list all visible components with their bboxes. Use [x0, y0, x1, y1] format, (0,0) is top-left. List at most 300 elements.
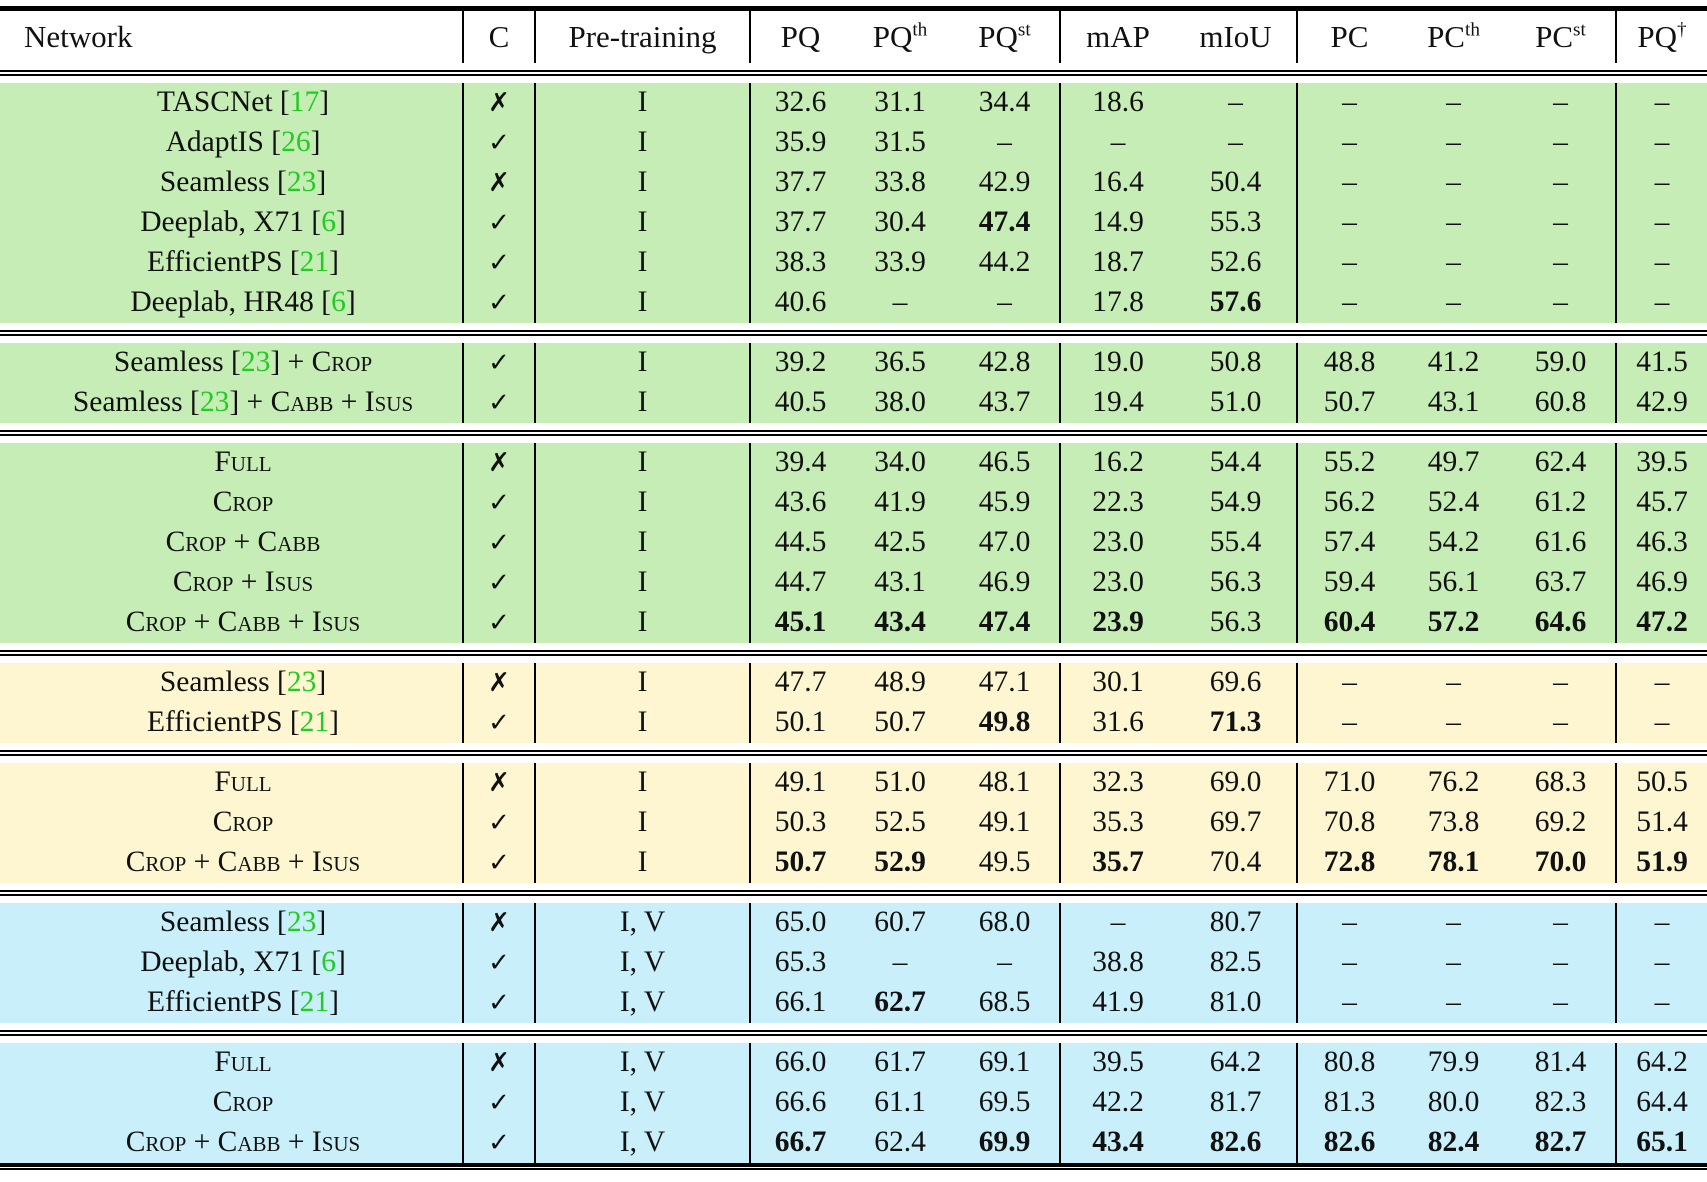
section-divider-line — [0, 1030, 1707, 1036]
metric-value: 37.7 — [750, 163, 850, 203]
metric-value: 69.0 — [1175, 763, 1297, 803]
network-name: Seamless [ — [113, 346, 241, 378]
crop-flag-cell — [463, 843, 535, 883]
crop-flag-cell — [463, 943, 535, 983]
network-label — [0, 563, 463, 603]
section-divider-line — [0, 890, 1707, 896]
metric-value: 31.1 — [850, 83, 950, 123]
metric-value: – — [1060, 903, 1175, 943]
metric-value: 66.6 — [750, 1083, 850, 1123]
metric-value: 54.2 — [1401, 523, 1506, 563]
metric-value: 50.7 — [1297, 383, 1401, 423]
metric-value: 81.4 — [1506, 1043, 1616, 1083]
network-label — [0, 663, 463, 703]
metric-value: – — [1401, 123, 1506, 163]
check-icon: ✓ — [488, 948, 510, 978]
table-row — [0, 1123, 1707, 1163]
metric-value: – — [1297, 943, 1401, 983]
metric-value: 80.8 — [1297, 1043, 1401, 1083]
metric-value: 72.8 — [1297, 843, 1401, 883]
metric-value: 32.6 — [750, 83, 850, 123]
pretraining-value: I — [535, 843, 750, 883]
metric-value: – — [1401, 83, 1506, 123]
metric-value: – — [1616, 163, 1707, 203]
pretraining-value: I, V — [535, 903, 750, 943]
metric-value: – — [1297, 123, 1401, 163]
metric-value: 41.2 — [1401, 343, 1506, 383]
metric-value: 51.9 — [1616, 843, 1707, 883]
metric-value: 61.2 — [1506, 483, 1616, 523]
metric-value: – — [1297, 983, 1401, 1023]
section-divider-line — [0, 650, 1707, 656]
column-header-label: PC — [1535, 18, 1574, 54]
citation-link[interactable]: 23 — [286, 166, 317, 198]
metric-value: 33.9 — [850, 243, 950, 283]
method-name: Crop + Cabb + Isus — [125, 846, 361, 878]
check-icon: ✓ — [488, 568, 510, 598]
column-header-label: C — [488, 18, 510, 54]
section-divider — [0, 743, 1707, 763]
metric-value: 42.5 — [850, 523, 950, 563]
divider-cell — [0, 323, 1707, 343]
metric-value: 62.7 — [850, 983, 950, 1023]
crop-flag-cell — [463, 523, 535, 563]
metric-value: 50.8 — [1175, 343, 1297, 383]
metric-value: 79.9 — [1401, 1043, 1506, 1083]
network-name: ] — [329, 246, 339, 278]
metric-value: 34.4 — [950, 83, 1060, 123]
metric-value: 46.3 — [1616, 523, 1707, 563]
metric-value: 47.4 — [950, 603, 1060, 643]
crop-flag-cell — [463, 1123, 535, 1163]
metric-value: 35.7 — [1060, 843, 1175, 883]
metric-value: – — [1506, 983, 1616, 1023]
pretraining-value: I — [535, 703, 750, 743]
divider-cell — [0, 643, 1707, 663]
metric-value: 46.9 — [950, 563, 1060, 603]
metric-value: 39.5 — [1616, 443, 1707, 483]
metric-value: 43.1 — [850, 563, 950, 603]
metric-value: 47.1 — [950, 663, 1060, 703]
metric-value: 18.7 — [1060, 243, 1175, 283]
column-header-superscript: st — [1017, 19, 1031, 41]
metric-value: 46.9 — [1616, 563, 1707, 603]
metric-value: 66.0 — [750, 1043, 850, 1083]
metric-value: 39.5 — [1060, 1043, 1175, 1083]
method-name: Crop + Isus — [172, 566, 314, 598]
results-table — [0, 6, 1707, 1177]
method-name: Crop — [212, 486, 274, 518]
citation-link[interactable]: 23 — [240, 346, 271, 378]
column-header-pretraining — [535, 9, 750, 63]
metric-value: 50.7 — [750, 843, 850, 883]
metric-value: – — [850, 943, 950, 983]
network-label — [0, 763, 463, 803]
metric-value: 61.7 — [850, 1043, 950, 1083]
metric-value: – — [1297, 203, 1401, 243]
check-icon: ✓ — [488, 388, 510, 418]
method-name: Full — [214, 1046, 272, 1078]
column-header-pq-th — [850, 9, 950, 63]
table-row — [0, 83, 1707, 123]
metric-value: 46.5 — [950, 443, 1060, 483]
cross-icon: ✗ — [488, 168, 510, 198]
pretraining-value: I, V — [535, 1123, 750, 1163]
metric-value: 57.2 — [1401, 603, 1506, 643]
citation-link[interactable]: 26 — [281, 126, 311, 158]
column-header-superscript: st — [1573, 19, 1586, 41]
table-row — [0, 803, 1707, 843]
metric-value: 31.5 — [850, 123, 950, 163]
crop-flag-cell — [463, 983, 535, 1023]
column-header-label: PQ — [780, 18, 821, 54]
network-label — [0, 703, 463, 743]
metric-value: – — [1616, 943, 1707, 983]
column-header-network — [0, 9, 463, 63]
network-label — [0, 1083, 463, 1123]
metric-value: – — [1297, 83, 1401, 123]
crop-flag-cell — [463, 343, 535, 383]
column-header-pc-st — [1506, 9, 1616, 63]
network-name: Seamless [ — [159, 666, 287, 698]
crop-flag-cell — [463, 663, 535, 703]
citation-link[interactable]: 23 — [286, 666, 317, 698]
network-name: ] — [335, 206, 346, 238]
metric-value: 43.1 — [1401, 383, 1506, 423]
network-label — [0, 1043, 463, 1083]
metric-value: – — [1401, 663, 1506, 703]
citation-link[interactable]: 6 — [321, 206, 336, 238]
metric-value: 81.3 — [1297, 1083, 1401, 1123]
metric-value: – — [1297, 283, 1401, 323]
method-name: Crop — [212, 806, 274, 838]
metric-value: 16.4 — [1060, 163, 1175, 203]
method-name: Crop — [311, 346, 373, 378]
crop-flag-cell — [463, 1083, 535, 1123]
metric-value: 32.3 — [1060, 763, 1175, 803]
metric-value: 69.6 — [1175, 663, 1297, 703]
metric-value: 56.3 — [1175, 563, 1297, 603]
metric-value: 47.2 — [1616, 603, 1707, 643]
metric-value: 19.4 — [1060, 383, 1175, 423]
check-icon: ✓ — [488, 528, 510, 558]
metric-value: 42.8 — [950, 343, 1060, 383]
column-header-superscript: th — [912, 19, 928, 41]
metric-value: 49.1 — [750, 763, 850, 803]
citation-link[interactable]: 23 — [199, 386, 230, 418]
table-row — [0, 123, 1707, 163]
check-icon: ✓ — [488, 808, 510, 838]
metric-value: – — [1297, 663, 1401, 703]
section-divider-line — [0, 430, 1707, 436]
metric-value: 63.7 — [1506, 563, 1616, 603]
metric-value: – — [950, 283, 1060, 323]
pretraining-value: I — [535, 243, 750, 283]
column-header-superscript: † — [1677, 19, 1687, 41]
metric-value: 55.3 — [1175, 203, 1297, 243]
network-name: Seamless [ — [159, 166, 287, 198]
metric-value: 50.3 — [750, 803, 850, 843]
metric-value: 47.7 — [750, 663, 850, 703]
table-row — [0, 1083, 1707, 1123]
crop-flag-cell — [463, 903, 535, 943]
metric-value: 38.8 — [1060, 943, 1175, 983]
crop-flag-cell — [463, 243, 535, 283]
crop-flag-cell — [463, 163, 535, 203]
network-name: Deeplab, X71 [ — [140, 206, 322, 238]
column-header-label: PQ — [872, 18, 913, 54]
pretraining-value: I — [535, 343, 750, 383]
section-divider — [0, 643, 1707, 663]
divider-cell — [0, 883, 1707, 903]
pretraining-value: I, V — [535, 983, 750, 1023]
column-header-label: Pre-training — [568, 18, 717, 54]
metric-value: 54.4 — [1175, 443, 1297, 483]
method-name: Cabb + Isus — [270, 386, 414, 418]
metric-value: 55.4 — [1175, 523, 1297, 563]
citation-link[interactable]: 21 — [299, 986, 330, 1018]
cross-icon: ✗ — [488, 908, 510, 938]
metric-value: 54.9 — [1175, 483, 1297, 523]
metric-value: 82.5 — [1175, 943, 1297, 983]
network-name: TASCNet [ — [156, 86, 290, 118]
metric-value: 22.3 — [1060, 483, 1175, 523]
citation-link[interactable]: 21 — [299, 706, 330, 738]
metric-value: 16.2 — [1060, 443, 1175, 483]
metric-value: 31.6 — [1060, 703, 1175, 743]
metric-value: 82.7 — [1506, 1123, 1616, 1163]
metric-value: – — [1401, 983, 1506, 1023]
metric-value: 23.9 — [1060, 603, 1175, 643]
metric-value: 57.4 — [1297, 523, 1401, 563]
metric-value: – — [1616, 83, 1707, 123]
column-header-label: PQ — [978, 18, 1018, 54]
network-name: ] — [329, 986, 339, 1018]
metric-value: 69.1 — [950, 1043, 1060, 1083]
network-name: ] + — [229, 386, 271, 418]
network-name: Seamless [ — [72, 386, 200, 418]
divider-cell — [0, 63, 1707, 83]
table-row — [0, 983, 1707, 1023]
pretraining-value: I — [535, 123, 750, 163]
metric-value: 56.3 — [1175, 603, 1297, 643]
metric-value: 33.8 — [850, 163, 950, 203]
metric-value: 62.4 — [1506, 443, 1616, 483]
metric-value: 48.9 — [850, 663, 950, 703]
citation-link[interactable]: 21 — [299, 246, 330, 278]
check-icon: ✓ — [488, 1128, 510, 1158]
metric-value: 68.3 — [1506, 763, 1616, 803]
metric-value: 38.0 — [850, 383, 950, 423]
metric-value: – — [1506, 943, 1616, 983]
column-header-pc — [1297, 9, 1401, 63]
column-header-label: mAP — [1086, 18, 1150, 54]
section-divider — [0, 423, 1707, 443]
network-name: Deeplab, HR48 [ — [130, 286, 332, 318]
column-header-map — [1060, 9, 1175, 63]
metric-value: – — [1506, 203, 1616, 243]
network-label — [0, 843, 463, 883]
metric-value: 69.2 — [1506, 803, 1616, 843]
table-row — [0, 163, 1707, 203]
check-icon: ✓ — [488, 848, 510, 878]
metric-value: 36.5 — [850, 343, 950, 383]
table-row — [0, 1043, 1707, 1083]
metric-value: 17.8 — [1060, 283, 1175, 323]
column-header-miou — [1175, 9, 1297, 63]
network-label — [0, 903, 463, 943]
metric-value: 44.5 — [750, 523, 850, 563]
network-name: ] — [310, 126, 321, 158]
pretraining-value: I — [535, 803, 750, 843]
check-icon: ✓ — [488, 988, 510, 1018]
network-label — [0, 283, 463, 323]
network-label — [0, 803, 463, 843]
metric-value: 19.0 — [1060, 343, 1175, 383]
citation-link[interactable]: 23 — [286, 906, 317, 938]
metric-value: 64.6 — [1506, 603, 1616, 643]
check-icon: ✓ — [488, 488, 510, 518]
crop-flag-cell — [463, 123, 535, 163]
metric-value: 70.8 — [1297, 803, 1401, 843]
section-divider-line — [0, 330, 1707, 336]
table-row — [0, 663, 1707, 703]
metric-value: – — [1506, 163, 1616, 203]
table-row — [0, 563, 1707, 603]
metric-value: 45.7 — [1616, 483, 1707, 523]
table-row — [0, 703, 1707, 743]
table-row — [0, 343, 1707, 383]
citation-link[interactable]: 6 — [321, 946, 336, 978]
column-header-label: PC — [1330, 18, 1369, 54]
cross-icon: ✗ — [488, 1048, 510, 1078]
metric-value: 82.4 — [1401, 1123, 1506, 1163]
divider-cell — [0, 1023, 1707, 1043]
metric-value: 70.4 — [1175, 843, 1297, 883]
network-name: EfficientPS [ — [147, 706, 300, 738]
divider-cell — [0, 743, 1707, 763]
table-row — [0, 483, 1707, 523]
metric-value: 65.1 — [1616, 1123, 1707, 1163]
network-name: ] — [319, 86, 330, 118]
metric-value: 78.1 — [1401, 843, 1506, 883]
metric-value: 68.0 — [950, 903, 1060, 943]
metric-value: 48.8 — [1297, 343, 1401, 383]
crop-flag-cell — [463, 803, 535, 843]
metric-value: 71.3 — [1175, 703, 1297, 743]
metric-value: 44.2 — [950, 243, 1060, 283]
pretraining-value: I — [535, 763, 750, 803]
pretraining-value: I — [535, 603, 750, 643]
metric-value: 70.0 — [1506, 843, 1616, 883]
table-row — [0, 943, 1707, 983]
metric-value: 43.4 — [850, 603, 950, 643]
metric-value: 40.5 — [750, 383, 850, 423]
metric-value: 69.9 — [950, 1123, 1060, 1163]
pretraining-value: I — [535, 563, 750, 603]
metric-value: – — [1616, 243, 1707, 283]
metric-value: 64.4 — [1616, 1083, 1707, 1123]
metric-value: 38.3 — [750, 243, 850, 283]
pretraining-value: I — [535, 523, 750, 563]
metric-value: 64.2 — [1616, 1043, 1707, 1083]
metric-value: 66.7 — [750, 1123, 850, 1163]
metric-value: 39.4 — [750, 443, 850, 483]
metric-value: – — [1297, 243, 1401, 283]
metric-value: 37.7 — [750, 203, 850, 243]
bottom-rule-cell — [0, 1163, 1707, 1177]
metric-value: 51.4 — [1616, 803, 1707, 843]
metric-value: 82.3 — [1506, 1083, 1616, 1123]
metric-value: 35.3 — [1060, 803, 1175, 843]
column-header-label: Network — [24, 18, 133, 54]
crop-flag-cell — [463, 703, 535, 743]
citation-link[interactable]: 17 — [289, 86, 320, 118]
metric-value: 82.6 — [1175, 1123, 1297, 1163]
method-name: Crop + Cabb + Isus — [125, 606, 361, 638]
metric-value: 23.0 — [1060, 563, 1175, 603]
pretraining-value: I — [535, 83, 750, 123]
divider-cell — [0, 423, 1707, 443]
metric-value: 50.4 — [1175, 163, 1297, 203]
metric-value: 45.1 — [750, 603, 850, 643]
metric-value: – — [1297, 163, 1401, 203]
metric-value: 52.4 — [1401, 483, 1506, 523]
check-icon: ✓ — [488, 248, 510, 278]
metric-value: 23.0 — [1060, 523, 1175, 563]
pretraining-value: I, V — [535, 1043, 750, 1083]
section-divider — [0, 323, 1707, 343]
section-divider-line — [0, 750, 1707, 756]
cross-icon: ✗ — [488, 768, 510, 798]
metric-value: 80.7 — [1175, 903, 1297, 943]
pretraining-value: I — [535, 283, 750, 323]
network-label — [0, 243, 463, 283]
column-header-label: PC — [1427, 18, 1465, 54]
metric-value: – — [1616, 703, 1707, 743]
metric-value: 76.2 — [1401, 763, 1506, 803]
network-name: ] — [329, 706, 339, 738]
column-header-label: PQ — [1637, 18, 1678, 54]
network-label — [0, 523, 463, 563]
column-header-pq-st — [950, 9, 1060, 63]
metric-value: 50.5 — [1616, 763, 1707, 803]
check-icon: ✓ — [488, 288, 510, 318]
cross-icon: ✗ — [488, 88, 510, 118]
network-label — [0, 383, 463, 423]
metric-value: 44.7 — [750, 563, 850, 603]
network-name: ] — [345, 286, 356, 318]
network-name: EfficientPS [ — [147, 986, 300, 1018]
check-icon: ✓ — [488, 608, 510, 638]
column-header-c — [463, 9, 535, 63]
method-name: Crop — [212, 1086, 274, 1118]
table-row — [0, 763, 1707, 803]
cross-icon: ✗ — [488, 448, 510, 478]
column-header-pq-dagger — [1616, 9, 1707, 63]
pretraining-value: I, V — [535, 943, 750, 983]
network-label — [0, 943, 463, 983]
metric-value: 68.5 — [950, 983, 1060, 1023]
metric-value: 69.5 — [950, 1083, 1060, 1123]
metric-value: 43.4 — [1060, 1123, 1175, 1163]
metric-value: – — [950, 943, 1060, 983]
network-label — [0, 983, 463, 1023]
network-name: ] — [316, 666, 327, 698]
table-row — [0, 523, 1707, 563]
network-label — [0, 83, 463, 123]
citation-link[interactable]: 6 — [331, 286, 346, 318]
